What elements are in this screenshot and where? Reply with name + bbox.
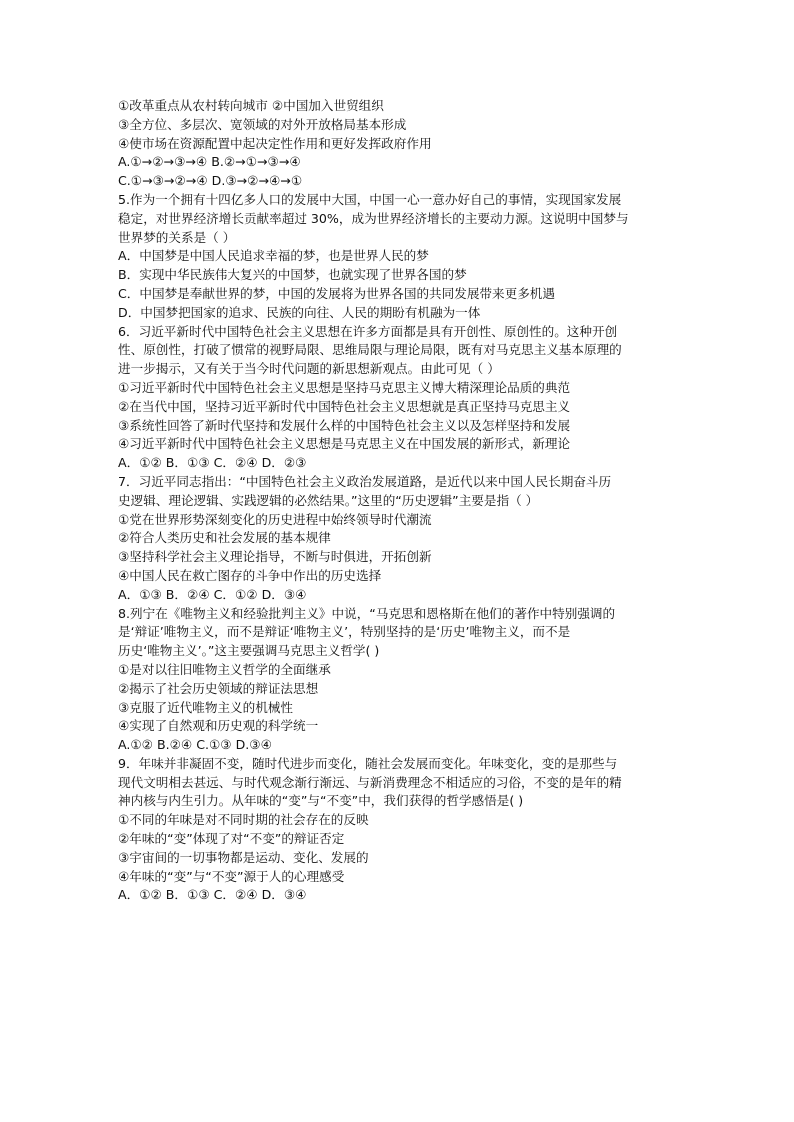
text-line: ③系统性回答了新时代坚持和发展什么样的中国特色社会主义以及怎样坚持和发展 xyxy=(118,417,571,433)
text-line: C.①→③→②→④ D.③→②→④→① xyxy=(118,173,303,189)
text-line: 历史‘唯物主义’。”这主要强调马克思主义哲学( ) xyxy=(118,643,380,659)
text-line: ③坚持科学社会主义理论指导，不断与时俱进，开拓创新 xyxy=(118,549,432,565)
text-line: 6．习近平新时代中国特色社会主义思想在许多方面都是具有开创性、原创性的。这种开创 xyxy=(118,323,618,339)
text-line: 进一步揭示，又有关于当今时代问题的新思想新观点。由此可见（ ） xyxy=(118,361,500,377)
text-line: 神内核与内生引力。从年味的“变”与“不变”中，我们获得的哲学感悟是( ) xyxy=(118,793,524,809)
text-line: ③克服了近代唯物主义的机械性 xyxy=(118,699,294,715)
text-line: 史逻辑、理论逻辑、实践逻辑的必然结果。”这里的“历史逻辑”主要是指（ ） xyxy=(118,492,539,508)
text-line: A.①→②→③→④ B.②→①→③→④ xyxy=(118,154,301,170)
text-line: 稳定，对世界经济增长贡献率超过 30%，成为世界经济增长的主要动力源。这说明中国梦与 xyxy=(118,210,629,226)
text-line: ①习近平新时代中国特色社会主义思想是坚持马克思主义博大精深理论品质的典范 xyxy=(118,379,571,395)
text-line: A．①② B．①③ C．②④ D．③④ xyxy=(118,887,307,903)
text-line: 性、原创性，打破了惯常的视野局限、思维局限与理论局限，既有对马克思主义基本原理的 xyxy=(118,342,622,358)
document-page xyxy=(118,97,658,905)
text-line: ①改革重点从农村转向城市 ②中国加入世贸组织 xyxy=(118,98,384,113)
text-line: 9．年味并非凝固不变，随时代进步而变化，随社会发展而变化。年味变化，变的是那些与 xyxy=(118,755,618,771)
text-line: D．中国梦把国家的追求、民族的向往、人民的期盼有机融为一体 xyxy=(118,304,481,320)
text-line: A.①② B.②④ C.①③ D.③④ xyxy=(118,737,272,753)
text-line: C．中国梦是奉献世界的梦，中国的发展将为世界各国的共同发展带来更多机遇 xyxy=(118,285,555,301)
text-line: ④实现了自然观和历史观的科学统一 xyxy=(118,718,319,734)
text-line: 7．习近平同志指出：“中国特色社会主义政治发展道路，是近代以来中国人民长期奋斗历 xyxy=(118,473,612,489)
text-line: ①是对以往旧唯物主义哲学的全面继承 xyxy=(118,661,331,677)
text-line: ④年味的“变”与“不变”源于人的心理感受 xyxy=(118,868,345,884)
text-line: A．①② B．①③ C．②④ D．②③ xyxy=(118,455,307,471)
text-line: ②在当代中国，坚持习近平新时代中国特色社会主义思想就是真正坚持马克思主义 xyxy=(118,398,571,414)
text-line: ①党在世界形势深刻变化的历史进程中始终领导时代潮流 xyxy=(118,511,432,527)
text-line: A．①③ B．②④ C．①② D．③④ xyxy=(118,586,307,602)
text-line: 是‘辩证’唯物主义，而不是辩证‘唯物主义’，特别坚持的是‘历史’唯物主义，而不是 xyxy=(118,624,571,640)
text-line: B．实现中华民族伟大复兴的中国梦，也就实现了世界各国的梦 xyxy=(118,267,467,283)
text-line: ③宇宙间的一切事物都是运动、变化、发展的 xyxy=(118,849,369,865)
text-line: ①不同的年味是对不同时期的社会存在的反映 xyxy=(118,812,369,828)
text-line: 8.列宁在《唯物主义和经验批判主义》中说，“马克思和恩格斯在他们的著作中特别强调的 xyxy=(118,605,616,621)
text-line: 世界梦的关系是（ ） xyxy=(118,229,236,245)
text-line: ②年味的“变”体现了对“不变”的辩证否定 xyxy=(118,831,345,847)
text-line: ④中国人民在救亡图存的斗争中作出的历史选择 xyxy=(118,567,382,583)
text-line: 5.作为一个拥有十四亿多人口的发展中大国，中国一心一意办好自己的事情，实现国家发展 xyxy=(118,191,622,207)
text-line: ④习近平新时代中国特色社会主义思想是马克思主义在中国发展的新形式，新理论 xyxy=(118,436,571,452)
text-line: ④使市场在资源配置中起决定性作用和更好发挥政府作用 xyxy=(118,135,432,151)
text-line: 现代文明相去甚远、与时代观念渐行渐远、与新消费理念不相适应的习俗，不变的是年的精 xyxy=(118,774,622,790)
text-line: ②符合人类历史和社会发展的基本规律 xyxy=(118,530,331,546)
text-line: ②揭示了社会历史领域的辩证法思想 xyxy=(118,680,319,696)
text-line: A．中国梦是中国人民追求幸福的梦，也是世界人民的梦 xyxy=(118,248,429,264)
text-line: ③全方位、多层次、宽领域的对外开放格局基本形成 xyxy=(118,116,407,132)
